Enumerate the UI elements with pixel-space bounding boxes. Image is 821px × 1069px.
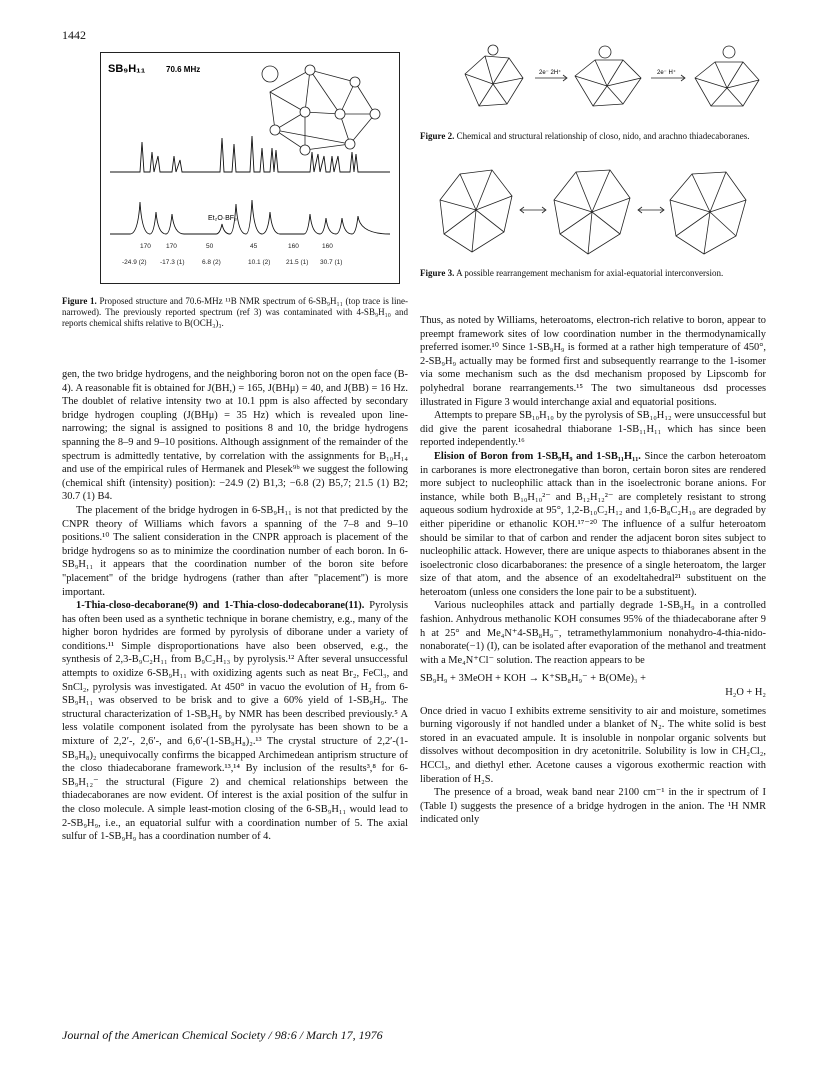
figure1-caption [62,296,408,330]
left-paragraph-1: gen, the two bridge hydrogens, and the neighboring boron not on the open face (B-4). A reasonable fit is obtained for J(BH,) = 165, J(BHμ) = 40, and J(BB) = 16 Hz. The doublet of relative intensity two at 10.1 ppm is also affected by secondary bridge hydrogen coupling (J(BHμ) = 35 Hz) which is revealed upon line-narrowing; the signal is assigned to positions 8 and 10, the bridge hydrogens spanning the 8–9 and 9–10 positions. Although assignment of the remainder of the spectrum is admittedly tentative, by correlation with the assignments for B₁₀H₁₄ and use of the empirical rules of Hermanek and Plesek⁹ᵇ we suggest the following (chemical shift (intensity) position): −24.9 (2) B1,3; −6.8 (2) B5,7; 21.5 (1) B2; 30.7 (1) B4. [62,369,408,503]
section-heading-elision: Elision of Boron from 1-SB₉H₉ and 1-SB₁₁H₁₁. [434,450,641,462]
figure2-caption-text: Chemical and structural relationship of closo, nido, and arachno thiadecaboranes. [456,131,750,141]
left-paragraph-2: The placement of the bridge hydrogen in 6-SB₉H₁₁ is not that predicted by the CNPR theory of Williams which favors a spanning of the 7–8 and 9–10 positions.¹⁰ The salient consideration in the CNPR approach is placement of the bridge hydrogens so as to minimize the coordination number of each boron. In 6-SB₉H₁₁ it appears that the coordination number of the boron site before "placement" of the bridge hydrogens (rather than after "placement") is more important. [62,504,408,598]
figure3-caption-text: A possible rearrangement mechanism for axial-equatorial interconversion. [456,268,724,278]
figure2-caption [420,131,766,142]
figure2-caption-label: Figure 2. [420,131,455,141]
left-paragraph-3: 1-Thia-closo-decaborane(9) and 1-Thia-closo-dodecaborane(11). Pyrolysis has often been used as a synthetic technique in borane chemistry, e.g., many of the higher boron hydrides are formed by pyrolysis of diborane under a variety of conditions.¹¹ Simple disproportionations have also been observed, e.g., the synthesis of 2,3-B₉C₂H₁₁ from B₉C₂H₁₃ by pyrolysis.¹² After several unsuccessful attempts to oxidize 6-SB₉H₁₁ with oxidizing agents such as neat Br₂, FeCl₃, and SnCl₂, pyrolysis was investigated. At 450° in vacuo the evolution of H₂ from 6-SB₉H₁₁ was observed to be brisk and to give a 60% yield of 1-SB₉H₉. The structural characterization of 1-SB₉H₉ by NMR has been described previously.⁵ A less volatile component isolated from the pyrolysate has been shown to be a mixture of 2,2′-, 2,6′-, and 6,6′-(1-SB₉H₈)₂.¹³ The crystal structure of 2,2′-(1-SB₉H₈)₂ unequivocally confirms the bicapped Archimedean antiprism structure of the closo thiadecaborane framework.¹³,¹⁴ By inclusion of the results³,⁸ for 6-SB₉H₁₂⁻ the structural (Figure 2) and chemical relationships between the thiadecaboranes are now evident. Of interest is the axial position of the sulfur in the closo molecule. A simple least-motion closing of the 6-SB₉H₁₁ would lead to 2-SB₉H₉, i.e., an equatorial sulfur with a coordination number of 5. The axial sulfur of 1-SB₉H₉ has a coordination number of 4. [62,600,408,843]
right-paragraph-2: Attempts to prepare SB₁₀H₁₀ by the pyrolysis of SB₁₀H₁₂ were unsuccessful but did give the parent icosahedral thiaborane 1-SB₁₁H₁₁ which has since been reported independently.¹⁶ [420,410,766,449]
left-column [62,368,408,844]
right-paragraph-6: The presence of a broad, weak band near 2100 cm⁻¹ in the ir spectrum of I (Table I) suggests the presence of a bridge hydrogen in the anion. The ¹H NMR indicated only [420,787,766,826]
section-heading-thia-closo: 1-Thia-closo-decaborane(9) and 1-Thia-closo-dodecaborane(11). [76,600,365,612]
right-paragraph-1: Thus, as noted by Williams, heteroatoms, electron-rich relative to boron, appear to preempt framework sites of low coordination number in the thermodynamically preferred isomer.¹⁰ Since 1-SB₉H₉ is formed at a rather high temperature of 450°, 2-SB₉H₉ actually may be formed first and subsequently rearrange to the 1-isomer via some mechanism such as the dsd mechanism proposed by Lipscomb for polyhedral borane rearrangements.¹⁵ The two simultaneous dsd processes illustrated in Figure 3 would interchange axial and equatorial positions. [420,315,766,408]
right-paragraph-4: Various nucleophiles attack and partially degrade 1-SB₉H₉ in a controlled fashion. Anhydrous methanolic KOH consumes 95% of the thiadecaborane after 9 h at 25° and Me₄N⁺4-SB₈H₉⁻, tetramethylammonium nonahydro-4-thia-nido-nonaborate(−1) (I), can be isolated after evaporation of the methanol and treatment with a Me₄N⁺Cl⁻ solution. The reaction appears to be [420,600,766,666]
figure1-frequency-label: 70.6 MHz [166,65,201,74]
figure3-rearrangement [420,160,766,264]
figure1-shift-label: 10.1 (2) [248,259,271,266]
figure1-x-label: 50 [206,243,214,250]
figure3-caption-label: Figure 3. [420,268,455,278]
reaction-equation-line2: H₂O + H₂ [725,687,766,699]
figure1-shift-label: -17.3 (1) [160,259,185,266]
figure2-arrow2-label: 2e⁻ H⁺ [657,70,677,76]
figure1-x-label: 160 [288,243,299,250]
right-column [420,314,766,827]
figure1-compound-label: SB₉H₁₁ [108,63,146,75]
figure2-arrow1-label: 2e⁻ 2H⁺ [539,70,562,76]
figure1-shift-label: 30.7 (1) [320,259,343,266]
figure3-caption [420,268,766,279]
figure1-shift-label: 6.8 (2) [202,259,221,266]
figure1-etherate-label: Et₂O·BF₃ [208,215,237,222]
figure1-caption-text: Proposed structure and 70.6-MHz ¹¹B NMR spectrum of 6-SB₉H₁₁ (top trace is line-narrowed). The previously reported spectrum (ref 3) was contaminated with 4-SB₉H₁₀ and reports chemical shifts relative to B(OCH₃)₃. [62,296,408,329]
figure1-bottom-trace [110,200,390,234]
figure1-x-label: 45 [250,243,258,250]
figure1-x-label: 170 [140,243,151,250]
reaction-equation-line1: SB₉H₉ + 3MeOH + KOH → K⁺SB₈H₉⁻ + B(OMe)₃ + [420,673,646,685]
journal-footer: Journal of the American Chemical Society / 98:6 / March 17, 1976 [62,1028,383,1042]
figure1-nmr-spectrum [100,52,400,284]
figure1-x-label: 160 [322,243,333,250]
figure1-shift-label: 21.5 (1) [286,259,309,266]
right-paragraph-5: Once dried in vacuo I exhibits extreme sensitivity to air and moisture, sometimes burning vigorously if not handled under a blanket of N₂. The white solid is best stored in an evacuated ampule. It is insoluble in nonpolar organic solvents but dissolves without decomposition in dry acetonitrile. Solubility is low in CH₂Cl₂, HCCl₃, and diethyl ether. Acetone causes a vigorous exothermic reaction with liberation of H₂S. [420,705,766,785]
figure1-shift-label: -24.9 (2) [122,259,147,266]
page-number: 1442 [62,28,86,42]
right-paragraph-3: Elision of Boron from 1-SB₉H₉ and 1-SB₁₁H₁₁. Since the carbon heteroatom in carboranes is more electronegative than boron, certain boron sites are rendered more subject to nucleophilic attack than in the isoelectronic borane anions. For instance, while both B₁₀H₁₀²⁻ and B₁₂H₁₂²⁻ are completely resistant to strong aqueous sodium hydroxide at 95°, 1,2-B₁₀C₂H₁₂ and 1,6-B₈C₂H₁₀ are degraded by either piperidine or ethanolic KOH.¹⁷⁻²⁰ The influence of a sulfur heteroatom should be similar to that of carbon and render the adjacent boron sites subject to nucleophilic attack. However, there are unique aspects to thiaboranes absent in the isoelectronic closo dicarbaboranes: the presence of a single heteroatom, the larger size of that atom, and the absence of an exodeltahedral²¹ substituent on the heteroatom (unless one considers the lone pair to be a substituent). [420,450,766,598]
figure1-structure [262,65,380,155]
figure2-structures [445,44,765,126]
figure1-caption-label: Figure 1. [62,296,97,306]
figure1-x-label: 170 [166,243,177,250]
